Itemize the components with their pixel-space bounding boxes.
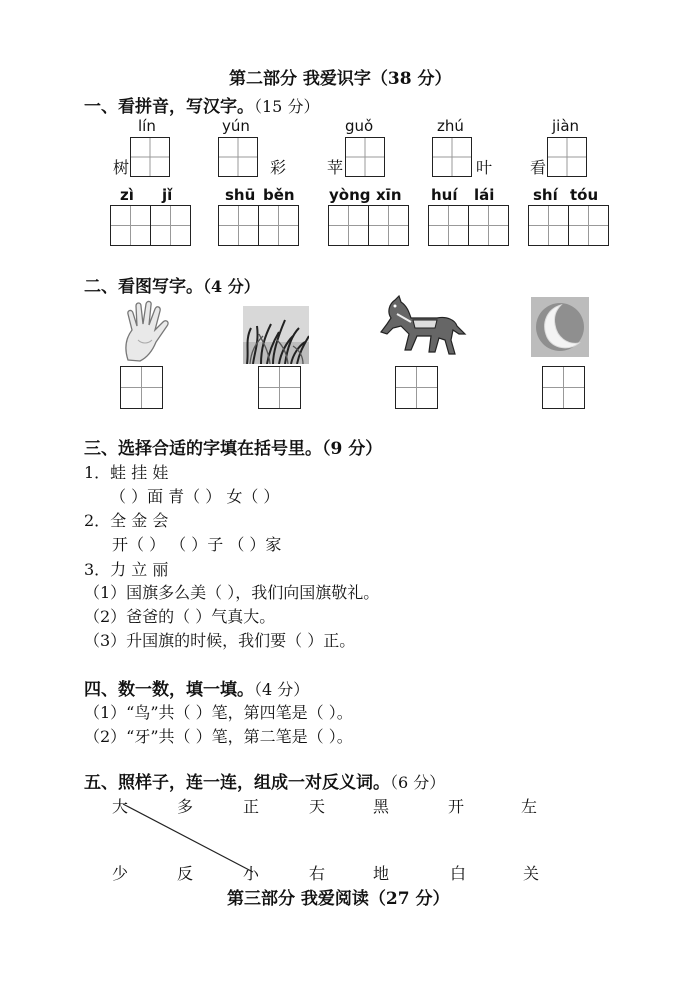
q4-title: 四、数一数，填一填。: [84, 680, 254, 700]
q4-sentence-2[interactable]: （2）“牙”共（ ）笔，第二笔是（ ）。: [84, 727, 353, 746]
q3-group2-line[interactable]: 开（ ） （ ）子 （ ）家: [112, 535, 282, 554]
pinyin-zhu: zhú: [437, 117, 464, 135]
q1-title: 一、看拼音，写汉字。: [84, 97, 254, 117]
q3-sentence-2[interactable]: （2）爸爸的（ ）气真大。: [84, 607, 276, 626]
q3-group3-label: 3．力 立 丽: [84, 560, 169, 579]
q1-score: （15 分）: [254, 97, 320, 116]
char-ye: 叶: [476, 158, 493, 177]
bottom-word[interactable]: 地: [373, 864, 390, 883]
char-ping: 苹: [327, 158, 344, 177]
q3-group1-line[interactable]: （ ）面 青（ ） 女（ ）: [110, 487, 280, 506]
bottom-word[interactable]: 少: [112, 864, 129, 883]
bottom-word[interactable]: 白: [450, 864, 467, 883]
top-word[interactable]: 黑: [373, 797, 390, 816]
pinyin-lin: lín: [138, 117, 156, 135]
q5-title: 五、照样子，连一连，组成一对反义词。: [84, 773, 390, 793]
q4-sentence-1[interactable]: （1）“鸟”共（ ）笔，第四笔是（ ）。: [84, 703, 353, 722]
bottom-word[interactable]: 反: [177, 864, 194, 883]
q5-score: （6 分）: [390, 773, 446, 792]
pinyin-hui: huí: [431, 186, 458, 204]
top-word[interactable]: 大: [112, 797, 129, 816]
char-kan: 看: [530, 158, 547, 177]
bottom-word[interactable]: 小: [243, 864, 260, 883]
pinyin-guo: guǒ: [345, 117, 374, 135]
part3-title: [227, 884, 450, 909]
pinyin-shu: shū: [225, 186, 256, 204]
pinyin-ben: běn: [263, 186, 295, 204]
top-word[interactable]: 左: [521, 797, 538, 816]
char-cai: 彩: [270, 158, 287, 177]
q4-score: （4 分）: [254, 680, 310, 699]
top-word[interactable]: 开: [448, 797, 465, 816]
char-shu: 树: [113, 158, 130, 177]
q3-title: 三、选择合适的字填在括号里。（9 分）: [84, 439, 383, 459]
q2-title: 二、看图写字。: [84, 277, 203, 297]
pinyin-jian: jiàn: [552, 117, 580, 135]
top-word[interactable]: 多: [177, 797, 194, 816]
q3-group2-label: 2．全 金 会: [84, 511, 169, 530]
pinyin-zi: zì: [120, 186, 134, 204]
top-word[interactable]: 天: [309, 797, 326, 816]
bottom-word[interactable]: 右: [309, 864, 326, 883]
top-word[interactable]: 正: [243, 797, 260, 816]
pinyin-lai: lái: [474, 186, 495, 204]
q2-score: （4 分）: [203, 277, 260, 296]
q3-group1-label: 1．蛙 挂 娃: [84, 463, 169, 482]
q3-sentence-1[interactable]: （1）国旗多么美（ ），我们向国旗敬礼。: [84, 583, 380, 602]
pinyin-xin: xīn: [376, 186, 402, 204]
bottom-word[interactable]: 关: [523, 864, 540, 883]
pinyin-tou: tóu: [570, 186, 599, 204]
part2-title: 第二部分 我爱识字（38 分）: [229, 69, 452, 89]
q3-sentence-3[interactable]: （3）升国旗的时候，我们要（ ）正。: [84, 631, 356, 650]
pinyin-ji: jǐ: [162, 186, 173, 204]
pinyin-shi: shí: [533, 186, 558, 204]
pinyin-yun: yún: [222, 117, 250, 135]
part3-title-text: 第三部分 我爱阅读（27 分）: [227, 889, 450, 909]
pinyin-yong: yòng: [329, 186, 371, 204]
